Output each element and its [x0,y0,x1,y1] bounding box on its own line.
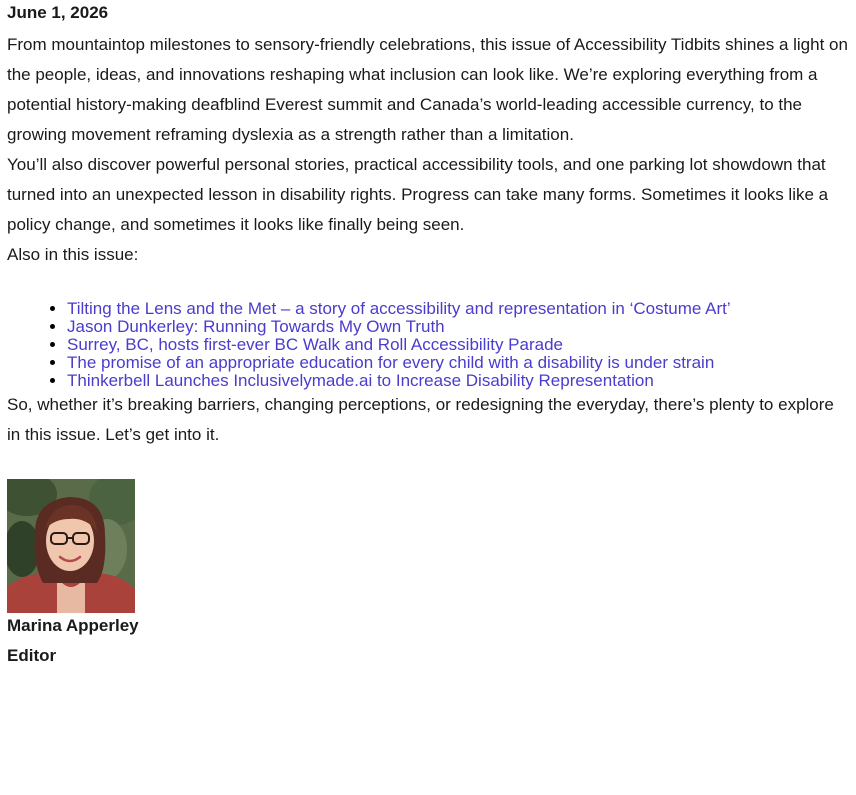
editor-name: Marina Apperley [7,616,139,635]
issue-links-list [7,300,849,390]
list-item [67,354,849,372]
list-item [67,372,849,390]
list-item [67,300,849,318]
link-costume-art[interactable]: Tilting the Lens and the Met – a story of accessibility and representation in ‘Costume Art’ [67,299,731,318]
link-jason-dunkerley[interactable]: Jason Dunkerley: Running Towards My Own Truth [67,317,445,336]
list-item [67,318,849,336]
issue-date: June 1, 2026 [7,3,109,22]
editor-role: Editor [7,646,57,665]
link-education-strain[interactable]: The promise of an appropriate education for every child with a disability is under strain [67,353,715,372]
link-surrey-parade[interactable]: Surrey, BC, hosts first-ever BC Walk and Roll Accessibility Parade [67,335,563,354]
link-thinkerbell[interactable]: Thinkerbell Launches Inclusivelymade.ai to Increase Disability Representation [67,371,654,390]
intro-paragraph-2: You’ll also discover powerful personal stories, practical accessibility tools, and one parking lot showdown that turned into an unexpected lesson in disability rights. Progress can take many forms. Sometimes it looks like a policy change, and sometimes it looks like finally being seen. [7,155,829,234]
editor-avatar [7,479,135,613]
newsletter-intro [7,0,849,671]
list-item [67,336,849,354]
also-in-issue-heading: Also in this issue: [7,245,139,264]
closing-paragraph: So, whether it’s breaking barriers, changing perceptions, or redesigning the everyday, there’s plenty to explore in this issue. Let’s get into it. [7,395,834,444]
intro-paragraph-1: From mountaintop milestones to sensory-friendly celebrations, this issue of Accessibility Tidbits shines a light on the people, ideas, and innovations reshaping what inclusion can look like. We’re exploring everything from a potential history-making deafblind Everest summit and Canada’s world-leading accessible currency, to the growing movement reframing dyslexia as a strength rather than a limitation. [7,35,848,144]
